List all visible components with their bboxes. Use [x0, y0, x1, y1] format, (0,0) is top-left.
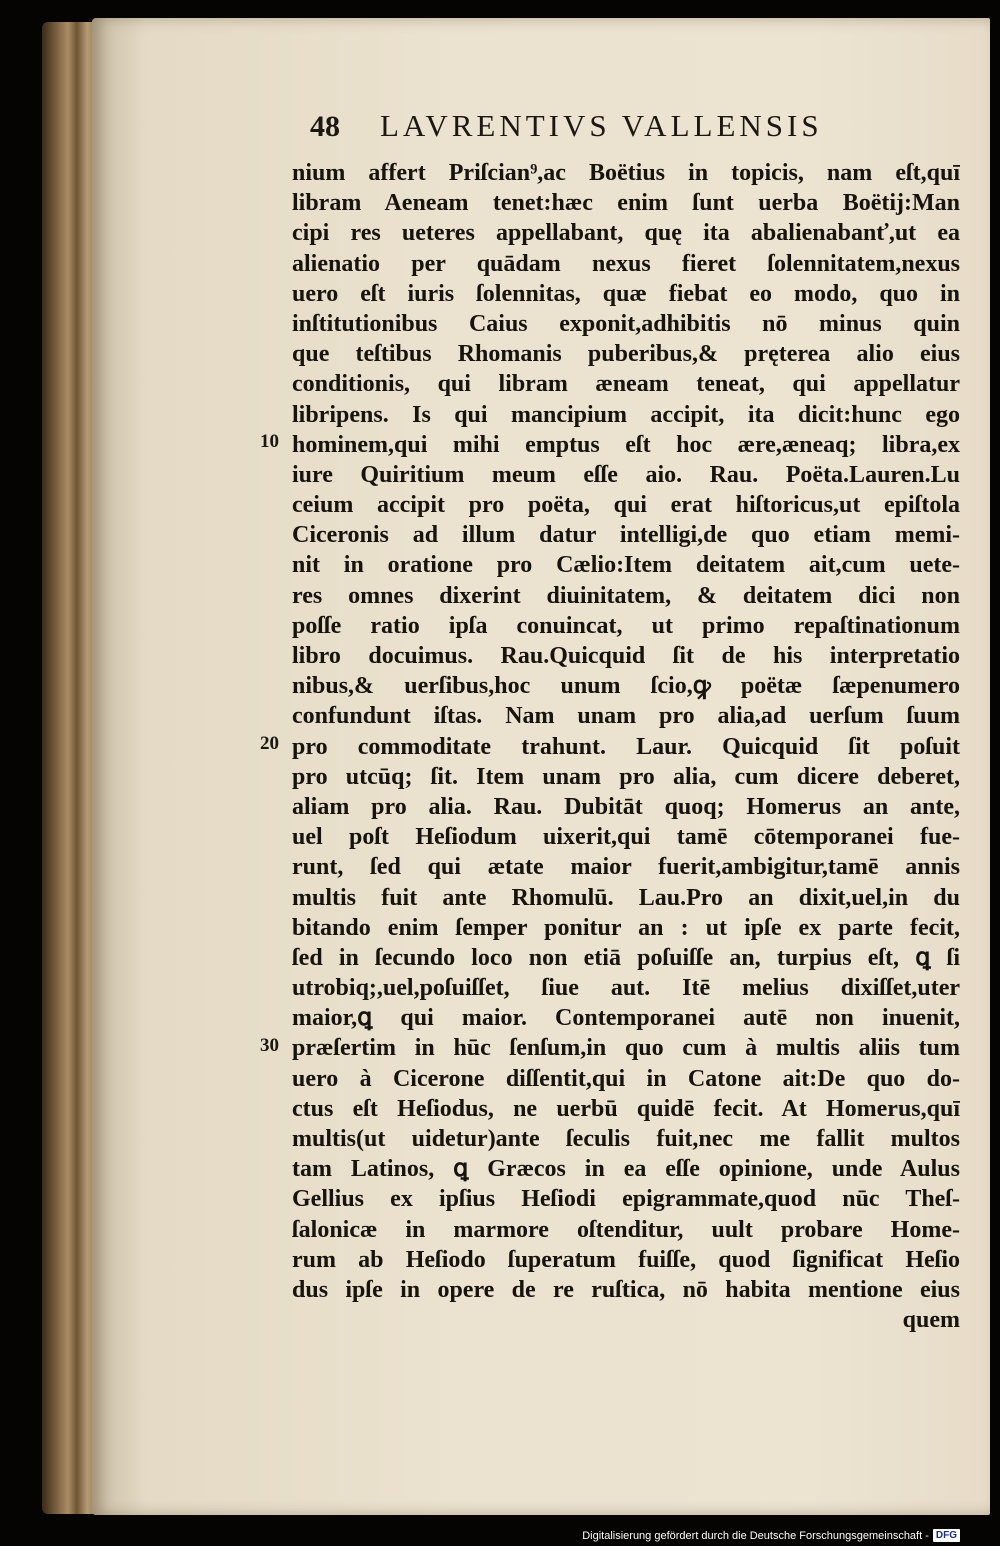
- text-line: uero à Cicerone diſſentit,qui in Catone ait:De quo do-: [292, 1065, 960, 1092]
- body-text: [292, 158, 960, 1335]
- text-line: tam Latinos, ꝗ Græcos in ea eſſe opinione, unde Aulus: [292, 1156, 960, 1183]
- text-line: nibus,& uerſibus,hoc unum ſcio,ꝙ poëtæ ſæpenumero: [292, 673, 960, 700]
- text-line: ceium accipit pro poëta, qui erat hiſtoricus,ut epiſtola: [292, 492, 960, 519]
- credit-text: Digitalisierung gefördert durch die Deutsche Forschungsgemeinschaft -: [582, 1529, 929, 1542]
- text-line: aliam pro alia. Rau. Dubitāt quoq; Homerus an ante,: [292, 793, 960, 820]
- running-head: [310, 108, 823, 158]
- text-line: alienatio per quādam nexus fieret ſolennitatem,nexus: [292, 250, 960, 277]
- text-line: ſed in ſecundo loco non etiā poſuiſſe an, turpius eſt, ꝗ ſi: [292, 944, 960, 971]
- text-line: multis fuit ante Rhomulū. Lau.Pro an dixit,uel,in du: [292, 884, 960, 911]
- text-line: Ciceronis ad illum datur intelligi,de quo etiam memi-: [292, 522, 960, 549]
- text-line: ſalonicæ in marmore oſtenditur, uult probare Home-: [292, 1216, 960, 1243]
- text-line: uero eſt iuris ſolennitas, quæ fiebat eo modo, quo in: [292, 280, 960, 307]
- text-line: pro commoditate trahunt. Laur. Quicquid ſit poſuit: [292, 733, 960, 760]
- text-line: que teſtibus Rhomanis puberibus,& pręterea alio eius: [292, 341, 960, 368]
- text-line: confundunt iſtas. Nam unam pro alia,ad uerſum ſuum: [292, 703, 960, 730]
- line-number-20: 20: [260, 733, 279, 754]
- text-line: cipi res ueteres appellabant, quę ita abalienabanť,ut ea: [292, 220, 960, 247]
- text-line: conditionis, qui libram æneam teneat, qui appellatur: [292, 371, 960, 398]
- text-line: maior,ꝗ qui maior. Contemporanei autē non inuenit,: [292, 1005, 960, 1032]
- text-line: quem: [902, 1307, 960, 1334]
- text-line: libro docuimus. Rau.Quicquid ſit de his interpretatio: [292, 643, 960, 669]
- text-line: dus ipſe in opere de re ruſtica, nō habita mentione eius: [292, 1276, 960, 1303]
- text-line: nium affert Priſcian⁹,ac Boëtius in topicis, nam eſt,quī: [292, 160, 960, 186]
- text-line: ctus eſt Heſiodus, ne uerbū quidē fecit. At Homerus,quī: [292, 1095, 960, 1122]
- text-line: iure Quiritium meum eſſe aio. Rau. Poëta.Lauren.Lu: [292, 461, 960, 488]
- text-line: poſſe ratio ipſa conuincat, ut primo repaſtinationum: [292, 612, 960, 639]
- text-line: uel poſt Heſiodum uixerit,qui tamē cōtemporanei fue-: [292, 824, 960, 851]
- text-line: præſertim in hūc ſenſum,in quo cum à multis aliis tum: [292, 1035, 960, 1062]
- line-number-10: 10: [260, 431, 279, 452]
- text-line: inſtitutionibus Caius exponit,adhibitis nō minus quin: [292, 310, 960, 337]
- text-line: bitando enim ſemper ponitur an : ut ipſe ex parte fecit,: [292, 914, 960, 941]
- text-line: multis(ut uidetur)ante ſeculis fuit,nec me fallit multos: [292, 1126, 960, 1152]
- text-line: nit in oratione pro Cælio:Item deitatem ait,cum uete-: [292, 552, 960, 579]
- page-number: 48: [310, 110, 340, 143]
- dfg-logo: DFG: [933, 1529, 960, 1542]
- text-line: rum ab Heſiodo ſuperatum fuiſſe, quod ſignificat Heſio: [292, 1246, 960, 1273]
- digitization-credit: [582, 1529, 960, 1542]
- text-line: utrobiq;,uel,poſuiſſet, ſiue aut. Itē melius dixiſſet,uter: [292, 975, 960, 1002]
- text-line: libripens. Is qui mancipium accipit, ita dicit:hunc ego: [292, 401, 960, 428]
- text-line: res omnes dixerint diuinitatem, & deitatem dici non: [292, 582, 960, 609]
- text-line: hominem,qui mihi emptus eſt hoc ære,æneaq; libra,ex: [292, 431, 960, 458]
- running-title: LAVRENTIVS VALLENSIS: [380, 108, 823, 143]
- text-line: runt, ſed qui ætate maior fuerit,ambigitur,tamē annis: [292, 854, 960, 881]
- text-line: pro utcūq; ſit. Item unam pro alia, cum dicere deberet,: [292, 763, 960, 790]
- text-line: Gellius ex ipſius Heſiodi epigrammate,quod nūc Theſ-: [292, 1186, 960, 1213]
- text-line: libram Aeneam tenet:hæc enim ſunt uerba Boëtij:Man: [292, 190, 960, 217]
- line-number-30: 30: [260, 1035, 279, 1056]
